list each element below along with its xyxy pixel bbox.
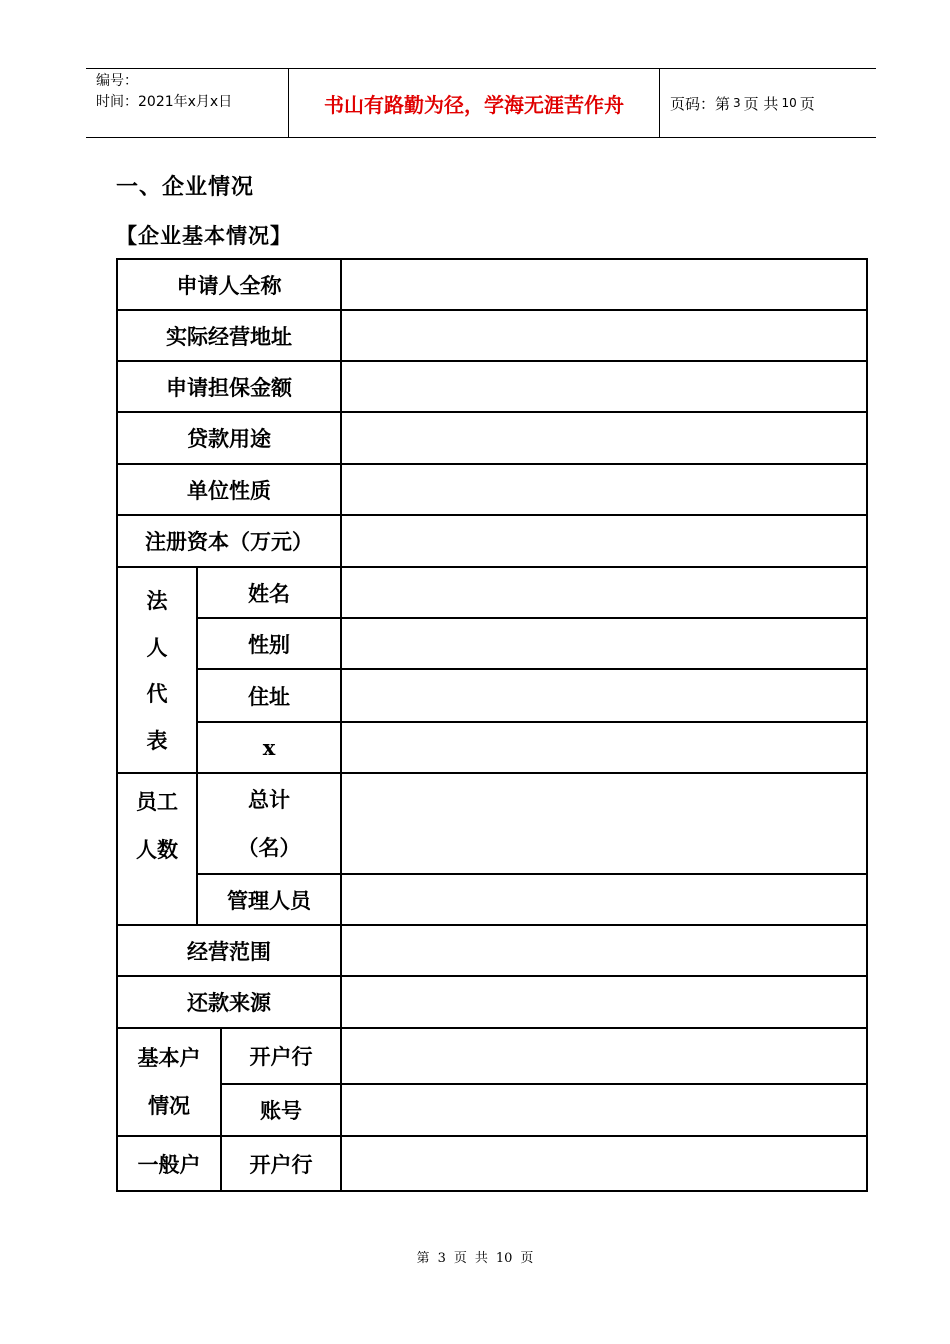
- header-page-number: [660, 69, 876, 137]
- table-row: [117, 515, 867, 567]
- date-label: 时间：2021年x月x日: [96, 94, 233, 110]
- footer-text: 第: [416, 1251, 430, 1266]
- table-row: [117, 874, 867, 925]
- table-row: [117, 773, 867, 874]
- row-label: 住址: [197, 669, 341, 721]
- basic-account-line2: 情况: [148, 1093, 190, 1118]
- staff-total-field[interactable]: [341, 773, 867, 874]
- registered-capital-field[interactable]: [341, 515, 867, 567]
- code-label: 编号：: [96, 73, 138, 89]
- legal-rep-char: 人: [146, 634, 168, 660]
- footer-current: 3: [437, 1251, 446, 1266]
- row-label: 注册资本（万元）: [117, 515, 341, 567]
- table-row: [117, 976, 867, 1028]
- table-row: [117, 567, 867, 618]
- row-label: 账号: [221, 1084, 341, 1136]
- table-row: [117, 310, 867, 361]
- table-row: [117, 259, 867, 310]
- business-address-field[interactable]: [341, 310, 867, 361]
- staff-total-line2: （名）: [237, 834, 301, 860]
- subsection-title: 【企业基本情况】: [116, 223, 292, 248]
- row-label: 管理人员: [197, 874, 341, 925]
- row-label: x: [197, 722, 341, 773]
- general-bank-field[interactable]: [341, 1136, 867, 1191]
- row-label: 性别: [197, 618, 341, 669]
- loan-purpose-field[interactable]: [341, 412, 867, 464]
- row-label: 姓名: [197, 567, 341, 618]
- basic-account-line1: 基本户: [137, 1045, 201, 1070]
- row-label: 开户行: [221, 1028, 341, 1084]
- general-account-label: 一般户: [117, 1136, 221, 1191]
- table-row: [117, 361, 867, 412]
- enterprise-info-table: [116, 258, 868, 1192]
- staff-total-label: [197, 773, 341, 874]
- row-label: 申请担保金额: [117, 361, 341, 412]
- row-label: 还款来源: [117, 976, 341, 1028]
- section-title: 一、企业情况: [116, 174, 255, 200]
- row-label: 单位性质: [117, 464, 341, 515]
- staff-total-line1: 总计: [248, 786, 291, 812]
- row-label: 开户行: [221, 1136, 341, 1191]
- page-total: 10: [781, 96, 797, 110]
- business-scope-field[interactable]: [341, 925, 867, 976]
- staff-managers-field[interactable]: [341, 874, 867, 925]
- legal-rep-char: 法: [146, 587, 168, 613]
- row-label: 实际经营地址: [117, 310, 341, 361]
- guarantee-amount-field[interactable]: [341, 361, 867, 412]
- table-row: [117, 1028, 867, 1084]
- page-current: 3: [733, 96, 741, 110]
- legal-rep-x-field[interactable]: [341, 722, 867, 773]
- table-row: [117, 464, 867, 515]
- document-header: [86, 68, 876, 138]
- table-row: [117, 412, 867, 464]
- table-row: [117, 925, 867, 976]
- page-suffix: 页: [799, 94, 815, 113]
- row-label: 经营范围: [117, 925, 341, 976]
- staff-group-label: [117, 773, 197, 925]
- table-row: [117, 618, 867, 669]
- page-mid: 页 共: [743, 94, 779, 113]
- header-motto: 书山有路勤为径，学海无涯苦作舟: [288, 69, 660, 137]
- table-row: [117, 1136, 867, 1191]
- basic-account-label: [117, 1028, 221, 1136]
- page-footer: [0, 1247, 950, 1266]
- unit-nature-field[interactable]: [341, 464, 867, 515]
- row-label: 申请人全称: [117, 259, 341, 310]
- legal-rep-char: 表: [146, 728, 168, 754]
- row-label: 贷款用途: [117, 412, 341, 464]
- applicant-name-field[interactable]: [341, 259, 867, 310]
- basic-bank-field[interactable]: [341, 1028, 867, 1084]
- table-row: [117, 669, 867, 721]
- legal-rep-name-field[interactable]: [341, 567, 867, 618]
- footer-text: 共: [474, 1251, 488, 1266]
- staff-label-line1: 员工: [136, 789, 178, 814]
- staff-label-line2: 人数: [136, 837, 178, 862]
- footer-text: 页: [453, 1251, 467, 1266]
- table-row: [117, 1084, 867, 1136]
- header-meta: [86, 69, 288, 137]
- legal-rep-group-label: [117, 567, 197, 773]
- footer-text: 页: [520, 1251, 534, 1266]
- legal-rep-char: 代: [146, 681, 168, 707]
- legal-rep-gender-field[interactable]: [341, 618, 867, 669]
- basic-account-no-field[interactable]: [341, 1084, 867, 1136]
- footer-total: 10: [495, 1251, 513, 1266]
- page-prefix: 页码：第: [670, 94, 731, 113]
- repayment-source-field[interactable]: [341, 976, 867, 1028]
- legal-rep-address-field[interactable]: [341, 669, 867, 721]
- table-row: [117, 722, 867, 773]
